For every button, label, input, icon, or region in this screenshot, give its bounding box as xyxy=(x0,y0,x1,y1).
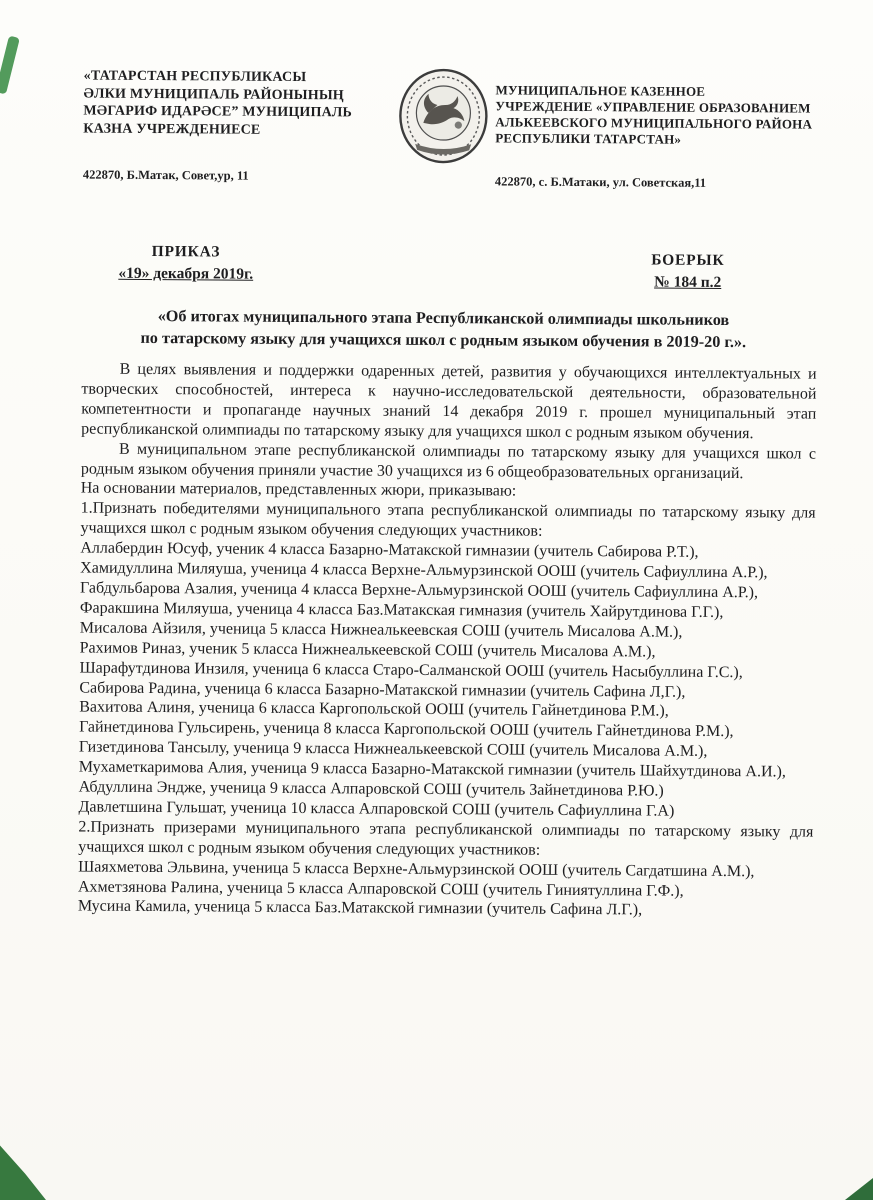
letterhead-tatar-line-2: ӘЛКИ МУНИЦИПАЛЬ РАЙОНЫНЫҢ xyxy=(83,86,344,103)
order-title-line-1: «Об итогах муниципального этапа Республиканской олимпиады школьников xyxy=(157,307,730,330)
winner-entry: Сабирова Радина, ученица 6 класса Базарно-Матакской гимназии (учитель Сафина Л,Г.), xyxy=(79,679,686,701)
letterhead-russian-block xyxy=(495,82,830,148)
winner-entry: Аллабердин Юсуф, ученик 4 класса Базарно-Матакской гимназии (учитель Сабирова Р.Т.), xyxy=(80,539,699,561)
letterhead-tatar-line-4: КАЗНА УЧРЕЖДЕНИЕСЕ xyxy=(83,121,261,138)
letterhead-tatar-line-1: «ТАТАРСТАН РЕСПУБЛИКАСЫ xyxy=(83,68,307,86)
winner-entry: Гайнетдинова Гульсирень, ученица 8 класса Каргопольской ООШ (учитель Гайнетдинова Р.М.), xyxy=(79,718,734,741)
letterhead-tatar-line-3: МӘГАРИФ ИДАРӘСЕ” МУНИЦИПАЛЬ xyxy=(83,103,353,121)
winner-entry: Абдуллина Эндже, ученица 9 класса Алпаровской СОШ (учитель Зайнетдинова Р.Ю.) xyxy=(78,778,664,800)
paragraph-participation: В муниципальном этапе республиканской олимпиады по татарскому языку для учащихся школ с родным языком обучения приняли участие 30 учащихся из 6 общеобразовательных организаций. xyxy=(80,440,817,482)
letterhead-russian-line-1: МУНИЦИПАЛЬНОЕ КАЗЕННОЕ xyxy=(495,82,706,99)
paragraph-purpose: В целях выявления и поддержки одаренных детей, развития у обучающихся интеллектуальных и творческих способностей, интереса к научно-исследовательской деятельности, образовательной компетентности и пропаганде научных знаний 14 декабря 2019 г. прошел муниципальный этап республиканской олимпиады по татарскому языку для учащихся школ с родным языком обучения. xyxy=(81,360,817,442)
prize-winner-entry: Шаяхметова Эльвина, ученица 5 класса Верхне-Альмурзинской ООШ (учитель Сагдатшина А.М.), xyxy=(78,858,755,880)
paragraph-item-1-winners: 1.Признать победителями муниципального этапа республиканской олимпиады по татарскому языку для учащихся школ с родным языком обучения следующих участников: xyxy=(80,499,816,540)
order-number: № 184 п.2 xyxy=(654,273,722,291)
winner-entry: Давлетшина Гульшат, ученица 10 класса Алпаровской СОШ (учитель Сафиуллина Г.А) xyxy=(78,798,675,820)
winner-entry: Рахимов Риназ, ученик 5 класса Нижнеалькеевской СОШ (учитель Мисалова А.М.), xyxy=(79,639,656,661)
order-title xyxy=(62,305,825,353)
winner-entry: Гизетдинова Тансылу, ученица 9 класса Нижнеалькеевской СОШ (учитель Мисалова А.М.), xyxy=(78,738,708,761)
paragraph-basis: На основании материалов, представленных жюри, приказываю: xyxy=(80,479,517,500)
tatarstan-emblem-icon xyxy=(397,66,490,167)
order-label-prikaz: ПРИКАЗ xyxy=(151,243,221,261)
winner-entry: Фаракшина Миляуша, ученица 4 класса Баз.Матакская гимназия (учитель Хайрутдинова Г.Г.), xyxy=(79,599,724,621)
prize-winner-entry: Мусина Камила, ученица 5 класса Баз.Матакской гимназии (учитель Сафина Л.Г.), xyxy=(77,897,643,919)
order-label-boeryk: БОЕРЫК xyxy=(651,251,725,270)
winner-entry: Габдульбарова Азалия, ученица 4 класса Верхне-Альмурзинской ООШ (учитель Сафиуллина А.Р.), xyxy=(80,579,759,602)
prize-winner-entry: Ахметзянова Ралина, ученица 5 класса Алпаровской СОШ (учитель Гиниятуллина Г.Ф.), xyxy=(77,878,684,900)
letterhead-russian-line-3: АЛЬКЕЕВСКОГО МУНИЦИПАЛЬНОГО РАЙОНА xyxy=(495,114,813,132)
winner-entry: Хамидуллина Миляуша, ученица 4 класса Верхне-Альмурзинской ООШ (учитель Сафиуллина А.Р.), xyxy=(80,559,768,582)
order-body xyxy=(78,360,817,922)
winner-entry: Шарафутдинова Инзиля, ученица 6 класса Старо-Салманской ООШ (учитель Насыбуллина Г.С.), xyxy=(79,659,743,681)
order-block-ru xyxy=(98,241,273,286)
paragraph-item-2-prizewinners: 2.Признать призерами муниципального этапа республиканской олимпиады по татарскому языку для учащихся школ с родным языком обучения следующих участников: xyxy=(78,818,814,859)
order-block-tat xyxy=(600,249,775,294)
order-date: «19» декабря 2019г. xyxy=(118,264,254,283)
letterhead-tatar-address: 422870, Б.Матак, Совет,ур, 11 xyxy=(82,167,249,183)
letterhead-tatar-block xyxy=(83,68,388,140)
letterhead-russian-line-2: УЧРЕЖДЕНИЕ «УПРАВЛЕНИЕ ОБРАЗОВАНИЕМ xyxy=(495,98,811,116)
letterhead-russian-address: 422870, с. Б.Матаки, ул. Советская,11 xyxy=(494,174,707,190)
winner-entry: Вахитова Алиня, ученица 6 класса Каргопольской ООШ (учитель Гайнетдинова Р.М.), xyxy=(79,698,669,721)
winner-entry: Мисалова Айзиля, ученица 5 класса Нижнеалькеевская СОШ (учитель Мисалова А.М.), xyxy=(79,619,683,641)
letterhead-russian-line-4: РЕСПУБЛИКИ ТАТАРСТАН» xyxy=(495,130,682,147)
winner-entry: Мухаметкаримова Алия, ученица 9 класса Базарно-Матакской гимназии (учитель Шайхутдинова А.И.), xyxy=(78,758,786,781)
order-title-line-2: по татарскому языку для учащихся школ с родным языком обучения в 2019-20 г.». xyxy=(140,328,747,351)
